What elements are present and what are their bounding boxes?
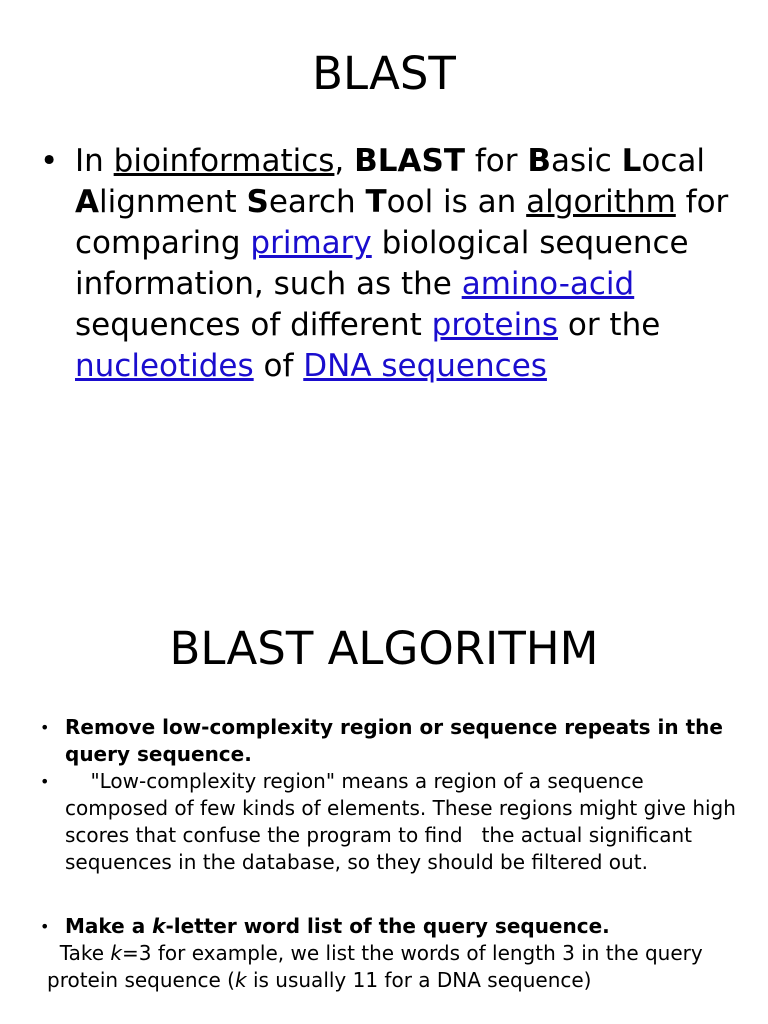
- text: earch: [268, 184, 366, 220]
- link-bioinformatics[interactable]: bioinformatics: [113, 143, 335, 179]
- list-item: [40, 913, 740, 940]
- link-nucleotides[interactable]: nucleotides: [75, 348, 254, 384]
- text: lignment: [99, 184, 247, 220]
- variable-k: k: [110, 941, 123, 965]
- bullet-marker: •: [40, 917, 50, 936]
- spacer: [40, 876, 740, 913]
- slide-title: BLAST ALGORITHM: [169, 622, 599, 675]
- initial-a: A: [75, 184, 99, 220]
- text: ocal: [641, 143, 706, 179]
- bullet-paragraph: [75, 141, 740, 387]
- text: Take: [59, 941, 111, 965]
- link-primary[interactable]: primary: [250, 225, 372, 261]
- variable-k: k: [235, 968, 247, 992]
- link-proteins[interactable]: proteins: [431, 307, 558, 343]
- text: biological sequence information, such as the: [75, 225, 689, 302]
- initial-s: S: [246, 184, 269, 220]
- text: Make a: [65, 914, 153, 938]
- text: ,: [334, 143, 355, 179]
- term-blast: BLAST: [354, 143, 465, 179]
- initial-l: L: [621, 143, 642, 179]
- bullet-marker: •: [40, 718, 50, 737]
- slide-body: [40, 141, 740, 387]
- slide-body: [40, 714, 743, 994]
- initial-b: B: [527, 143, 551, 179]
- text: is usually 11 for a DNA sequence): [246, 968, 592, 992]
- initial-t: T: [365, 184, 387, 220]
- slide-title: BLAST: [312, 47, 456, 100]
- text: for: [465, 143, 528, 179]
- text: asic: [550, 143, 622, 179]
- text: or the: [558, 307, 661, 343]
- text: sequences of different: [75, 307, 432, 343]
- list-item: [40, 768, 743, 876]
- variable-k: k: [152, 914, 166, 938]
- text: ool is an: [386, 184, 527, 220]
- list-item: [40, 714, 740, 768]
- step-heading: Remove low-complexity region or sequence repeats in the query sequence.: [65, 715, 723, 766]
- text: for comparing: [75, 184, 729, 261]
- step-description: "Low-complexity region" means a region of a sequence composed of few kinds of elements. These regions might give high scores that confuse the program to find the actual significant sequences in the database, so they should be filtered out.: [65, 769, 743, 874]
- link-dna-sequences[interactable]: DNA sequences: [303, 348, 547, 384]
- step-heading: [65, 914, 610, 938]
- text: of: [253, 348, 304, 384]
- link-amino-acid[interactable]: amino-acid: [461, 266, 635, 302]
- text: -letter word list of the query sequence.: [165, 914, 610, 938]
- text: In: [75, 143, 114, 179]
- text: =3 for example, we list the words of length 3 in the query protein sequence (: [47, 941, 703, 992]
- link-algorithm[interactable]: algorithm: [526, 184, 676, 220]
- bullet-marker: •: [40, 143, 59, 179]
- step-description: [40, 940, 740, 994]
- bullet-marker: •: [40, 772, 50, 791]
